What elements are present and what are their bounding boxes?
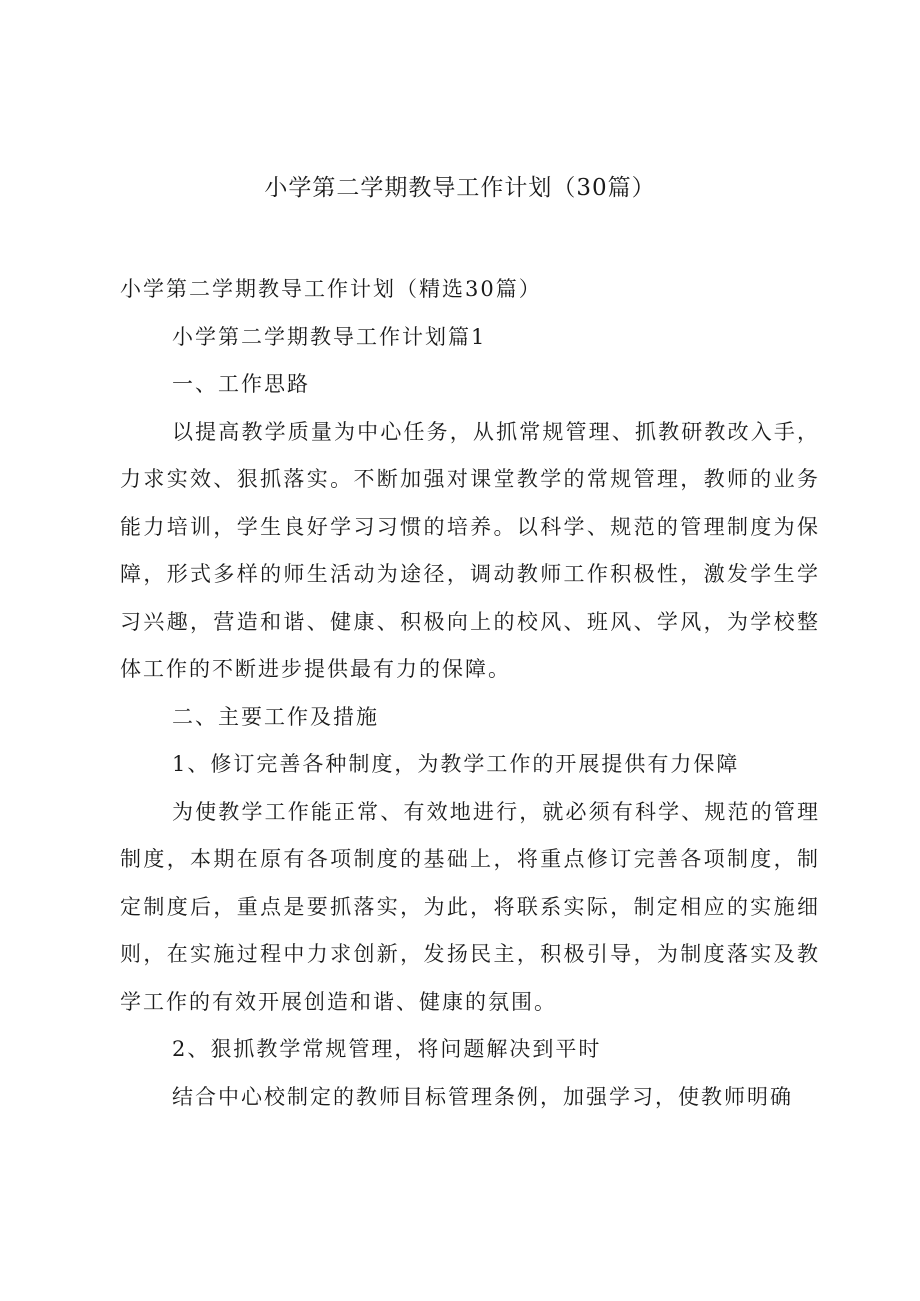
document-title: 小学第二学期教导工作计划（30篇） (264, 175, 656, 201)
item-2-heading: 2、狠抓教学常规管理，将问题解决到平时 (172, 1037, 602, 1061)
item-1-heading: 1、修订完善各种制度，为教学工作的开展提供有力保障 (172, 752, 740, 776)
section-2-heading: 二、主要工作及措施 (172, 704, 379, 729)
document-subtitle: 小学第二学期教导工作计划（精选30篇） (120, 277, 542, 301)
document-body (120, 266, 820, 1121)
section-1-heading: 一、工作思路 (172, 372, 310, 396)
article-heading: 小学第二学期教导工作计划篇1 (172, 324, 487, 349)
item-1-paragraph: 为使教学工作能正常、有效地进行，就必须有科学、规范的管理制度，本期在原有各项制度的基础上，将重点修订完善各项制度，制定制度后，重点是要抓落实，为此，将联系实际，制定相应的实施细则，在实施过程中力求创新，发扬民主，积极引导，为制度落实及教学工作的有效开展创造和谐、健康的氛围。 (120, 799, 820, 1014)
section-1-paragraph: 以提高教学质量为中心任务，从抓常规管理、抓教研教改入手，力求实效、狠抓落实。不断加强对课堂教学的常规管理，教师的业务能力培训，学生良好学习习惯的培养。以科学、规范的管理制度为保障，形式多样的师生活动为途径，调动教师工作积极性，激发学生学习兴趣，营造和谐、健康、积极向上的校风、班风、学风，为学校整体工作的不断进步提供最有力的保障。 (120, 419, 820, 681)
item-2-paragraph: 结合中心校制定的教师目标管理条例，加强学习，使教师明确 (172, 1084, 793, 1109)
